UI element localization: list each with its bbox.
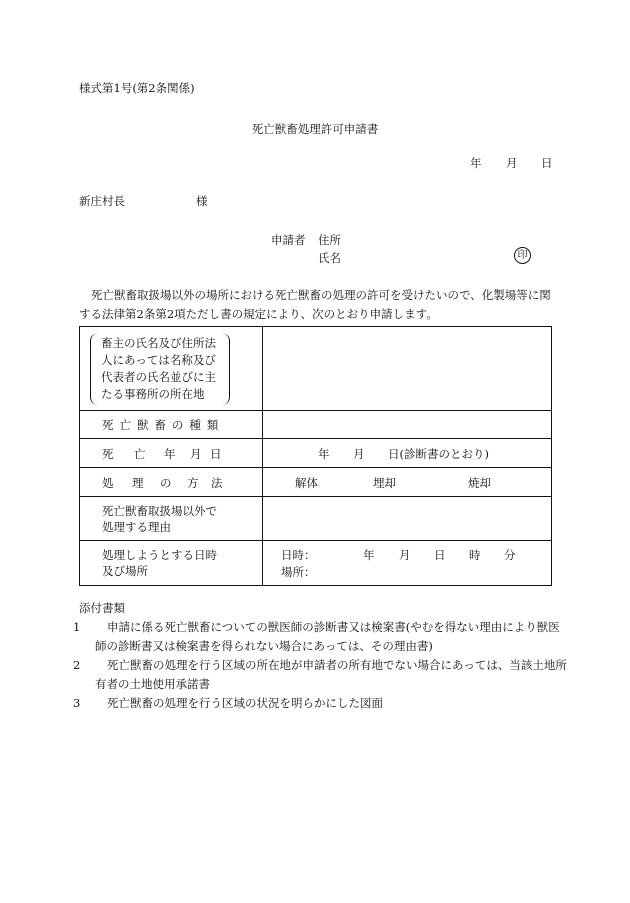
addressee-honorific: 様 (196, 194, 208, 208)
place-label: 場所： (281, 565, 316, 579)
owner-label-cell (80, 327, 263, 411)
schedule-label-cell (80, 541, 263, 586)
type-label: 死亡獣畜の種類 (102, 417, 225, 432)
reason-value-cell[interactable] (263, 497, 552, 541)
table-row (80, 541, 552, 586)
schedule-label-line2: 及び場所 (102, 564, 148, 578)
document-title: 死亡獣畜処理許可申請書 (251, 122, 379, 136)
schedule-day: 日 (434, 548, 446, 562)
attachment-item (73, 694, 568, 713)
seal-mark: 印 (514, 247, 531, 264)
death-date-label-char: 死 (102, 447, 114, 461)
attachment-item (73, 656, 568, 694)
method-label-char: の (160, 476, 172, 490)
date-month: 月 (506, 156, 518, 170)
death-date-label-char: 月 (190, 447, 202, 461)
method-label-char: 処 (102, 476, 114, 490)
applicant-address-label: 住所 (318, 233, 341, 247)
reason-label: 死亡獣畜取扱場以外で処理する理由 (102, 503, 217, 534)
schedule-label-line1: 処理しようとする日時 (102, 548, 217, 562)
schedule-year: 年 (363, 548, 375, 562)
form-number: 様式第1号(第2条関係) (79, 81, 195, 95)
addressee-name: 新庄村長 (79, 194, 125, 208)
intro-paragraph: 死亡獣畜取扱場以外の場所における死亡獣畜の処理の許可を受けたいので、化製場等に関する法律第2条第2項ただし書の規定により、次のとおり申請します。 (79, 288, 551, 321)
attachment-number: 3 (73, 696, 81, 710)
schedule-value-cell (263, 541, 552, 586)
date-year: 年 (470, 156, 482, 170)
death-date-value-cell[interactable] (263, 439, 552, 468)
table-row (80, 327, 552, 411)
method-label-char: 方 (187, 476, 199, 490)
death-date-label-char: 年 (164, 447, 176, 461)
method-dismantle[interactable]: 解体 (295, 476, 318, 490)
method-label-char: 法 (211, 476, 223, 490)
table-row (80, 439, 552, 468)
death-year: 年 (318, 447, 330, 461)
method-value-cell (263, 468, 552, 497)
death-date-label-cell (80, 439, 263, 468)
date-day: 日 (541, 156, 553, 170)
attachment-text: 死亡獣畜の処理を行う区域の所在地が申請者の所有地でない場合にあっては、当該土地所有者の土地使用承諾書 (95, 658, 567, 691)
applicant-label: 申請者 (271, 233, 306, 247)
attachment-text: 申請に係る死亡獣畜についての獣医師の診断書又は検案書(やむを得ない理由により獣医師の診断書又は検案書を得られない場合にあっては、その理由書) (95, 620, 560, 653)
schedule-hour: 時 (469, 548, 481, 562)
schedule-month: 月 (399, 548, 411, 562)
method-label-char: 理 (132, 476, 144, 490)
attachments-title: 添付書類 (79, 601, 125, 615)
death-month: 月 (353, 447, 365, 461)
death-day-note: 日(診断書のとおり) (388, 447, 489, 461)
type-value-cell[interactable] (263, 411, 552, 439)
attachment-item (73, 618, 568, 656)
attachment-number: 2 (73, 658, 81, 672)
table-row (80, 497, 552, 541)
table-row (80, 468, 552, 497)
method-bury[interactable]: 埋却 (373, 476, 396, 490)
method-incinerate[interactable]: 焼却 (468, 476, 491, 490)
death-date-label-char: 日 (210, 447, 222, 461)
method-label-cell (80, 468, 263, 497)
applicant-name-label: 氏名 (318, 251, 341, 265)
owner-label: 畜主の氏名及び住所法人にあっては名称及び代表者の氏名並びに主たる事務所の所在地 (90, 333, 230, 405)
datetime-label: 日時： (281, 548, 316, 562)
application-table (79, 326, 552, 586)
reason-label-cell (80, 497, 263, 541)
schedule-minute: 分 (504, 548, 516, 562)
death-date-label-char: 亡 (134, 447, 146, 461)
attachment-number: 1 (73, 620, 81, 634)
type-label-cell (80, 411, 263, 439)
table-row (80, 411, 552, 439)
attachment-text: 死亡獣畜の処理を行う区域の状況を明らかにした図面 (107, 696, 383, 710)
owner-value-cell[interactable] (263, 327, 552, 411)
